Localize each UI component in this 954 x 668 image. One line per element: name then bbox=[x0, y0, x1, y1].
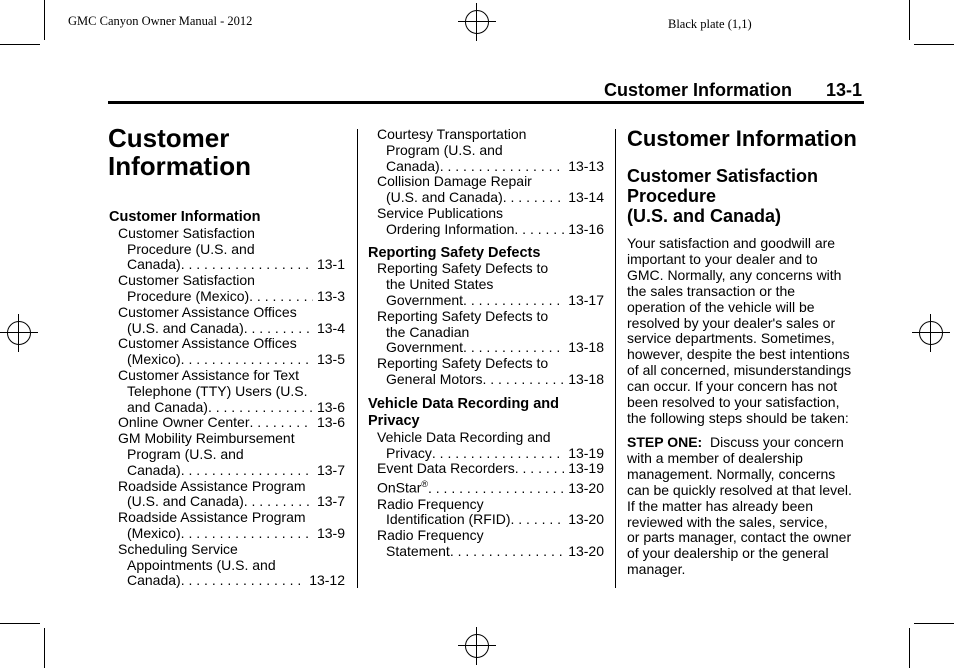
toc-entry-title: Canada) bbox=[127, 461, 181, 478]
crop-mark bbox=[0, 44, 40, 45]
toc-entry-title: Canada) bbox=[386, 157, 440, 174]
article-heading: Customer Information bbox=[627, 126, 857, 151]
paragraph-line: GMC. Normally, any concerns with bbox=[627, 266, 842, 283]
toc-entry-leader-row bbox=[109, 257, 345, 273]
toc-entry[interactable] bbox=[368, 261, 604, 308]
toc-leader-dots bbox=[463, 340, 564, 356]
toc-entry[interactable] bbox=[109, 479, 345, 511]
toc-page-number: 13-12 bbox=[309, 572, 345, 589]
registration-mark-icon bbox=[0, 314, 38, 352]
paragraph-line: can occur. If your concern has not bbox=[627, 378, 838, 395]
toc-page-number: 13-14 bbox=[568, 189, 604, 206]
toc-entry[interactable] bbox=[368, 309, 604, 356]
paragraph-line: of your dealership or the general bbox=[627, 545, 829, 562]
toc-entry[interactable] bbox=[368, 477, 604, 496]
registered-mark: ® bbox=[421, 479, 428, 490]
toc-entry-title: Ordering Information bbox=[386, 220, 515, 237]
toc-entry-leader-row bbox=[368, 372, 604, 388]
toc-entry-line: Customer Assistance Offices bbox=[118, 335, 297, 352]
toc-entry-leader-row bbox=[368, 293, 604, 309]
toc-entry-title: (U.S. and Canada) bbox=[127, 319, 244, 336]
paragraph-line: service departments. Sometimes, bbox=[627, 330, 835, 347]
step-text: Discuss your concern bbox=[709, 434, 844, 450]
paragraph-line: important to your dealer and to bbox=[627, 250, 818, 267]
toc-entry-line: GM Mobility Reimbursement bbox=[118, 430, 295, 447]
crop-mark bbox=[914, 44, 954, 45]
toc-leader-dots bbox=[181, 526, 313, 542]
toc-leader-dots bbox=[503, 190, 564, 206]
toc-entry-line: Roadside Assistance Program bbox=[118, 509, 306, 526]
crop-mark bbox=[44, 628, 45, 668]
toc-entry-leader-row bbox=[368, 190, 604, 206]
toc-page-number: 13-17 bbox=[568, 291, 604, 308]
toc-leader-dots bbox=[463, 293, 564, 309]
toc-entry-line: Customer Assistance for Text bbox=[118, 366, 300, 383]
toc-entry-title: Procedure (Mexico) bbox=[127, 287, 250, 304]
toc-entry[interactable] bbox=[368, 461, 604, 477]
toc-entry-leader-row bbox=[368, 512, 604, 528]
toc-entry-leader-row bbox=[368, 222, 604, 238]
toc-entry-leader-row bbox=[109, 352, 345, 368]
toc-page-number: 13-3 bbox=[316, 287, 345, 304]
toc-page-number: 13-13 bbox=[568, 157, 604, 174]
paragraph-line: or parts manager, contact the owner bbox=[627, 529, 852, 546]
subheading-line: Procedure bbox=[627, 186, 717, 206]
toc-leader-dots bbox=[250, 415, 313, 431]
toc-entry-title: Event Data Recorders bbox=[377, 460, 515, 477]
toc-entry-title: (U.S. and Canada) bbox=[127, 493, 244, 510]
toc-group-heading: Customer Information bbox=[109, 209, 261, 225]
toc-entry-title: Government bbox=[386, 339, 464, 356]
paragraph-line: If the matter has already been bbox=[627, 497, 813, 514]
toc-page-number: 13-6 bbox=[316, 414, 345, 431]
toc-page-number: 13-19 bbox=[568, 444, 604, 461]
paragraph-line: however, despite the best intentions bbox=[627, 346, 850, 363]
toc-entry[interactable] bbox=[109, 226, 345, 273]
toc-leader-dots bbox=[181, 257, 313, 273]
toc-leader-dots bbox=[432, 446, 564, 462]
step-line bbox=[627, 435, 867, 451]
toc-leader-dots bbox=[181, 573, 305, 589]
toc-entry-line: Scheduling Service bbox=[118, 540, 238, 557]
column-divider bbox=[357, 129, 358, 588]
toc-entry-line: Vehicle Data Recording and bbox=[377, 428, 551, 445]
toc-entry-leader-row bbox=[368, 461, 604, 477]
toc-entry-title: Canada) bbox=[127, 256, 181, 273]
toc-entry-line: Customer Assistance Offices bbox=[118, 303, 297, 320]
paragraph-line: the following steps should be taken: bbox=[627, 409, 849, 426]
toc-leader-dots bbox=[450, 544, 564, 560]
toc-leader-dots bbox=[244, 321, 313, 337]
toc-page-number: 13-18 bbox=[568, 339, 604, 356]
toc-entry-title: Statement bbox=[386, 542, 450, 559]
toc-entry-leader-row bbox=[109, 415, 345, 431]
crop-mark bbox=[909, 0, 910, 40]
toc-entry-leader-row bbox=[368, 340, 604, 356]
toc-page-number: 13-7 bbox=[316, 461, 345, 478]
toc-entry-leader-row bbox=[109, 526, 345, 542]
crop-mark bbox=[0, 623, 40, 624]
toc-entry-title: OnStar® bbox=[377, 479, 428, 496]
toc-entry-title: Privacy bbox=[386, 444, 432, 461]
paragraph-line: Your satisfaction and goodwill are bbox=[627, 235, 836, 251]
toc-page-number: 13-7 bbox=[316, 493, 345, 510]
toc-leader-dots bbox=[514, 222, 564, 238]
paragraph-line: resolved by your dealer's sales or bbox=[627, 314, 836, 331]
toc-entry-leader-row bbox=[109, 463, 345, 479]
crop-mark bbox=[909, 628, 910, 668]
toc-group-heading-line: Privacy bbox=[368, 412, 420, 429]
subheading-line: Customer Satisfaction bbox=[627, 166, 819, 186]
chapter-title-line: Customer bbox=[108, 123, 230, 153]
registration-mark-icon bbox=[458, 3, 496, 41]
toc-entry[interactable] bbox=[368, 127, 604, 174]
toc-column-2 bbox=[368, 127, 604, 560]
manual-title: GMC Canyon Owner Manual - 2012 bbox=[68, 14, 253, 28]
registration-mark-icon bbox=[458, 627, 496, 665]
toc-entry-line: Roadside Assistance Program bbox=[118, 477, 306, 494]
toc-entry-line: Procedure (U.S. and bbox=[127, 240, 255, 257]
page-number: 13-1 bbox=[826, 80, 863, 100]
header-rule bbox=[108, 101, 864, 104]
toc-entry-line: Customer Satisfaction bbox=[118, 272, 255, 289]
toc-entry[interactable] bbox=[368, 528, 604, 560]
toc-leader-dots bbox=[249, 289, 313, 305]
toc-entry[interactable] bbox=[109, 415, 345, 431]
paragraph-line: operation of the vehicle will be bbox=[627, 298, 815, 315]
toc-entry[interactable] bbox=[109, 305, 345, 337]
toc-entry-line: Courtesy Transportation bbox=[377, 126, 527, 142]
toc-entry-line: Radio Frequency bbox=[377, 527, 484, 544]
subheading-line: (U.S. and Canada) bbox=[627, 206, 782, 226]
toc-entry[interactable] bbox=[109, 431, 345, 478]
toc-page-number: 13-1 bbox=[316, 256, 345, 273]
article-paragraph bbox=[627, 435, 867, 578]
toc-page-number: 13-5 bbox=[316, 351, 345, 368]
toc-entry-leader-row bbox=[368, 159, 604, 175]
registration-mark-icon bbox=[912, 314, 950, 352]
toc-entry[interactable] bbox=[368, 206, 604, 238]
toc-entry-title: and Canada) bbox=[127, 398, 208, 415]
toc-leader-dots bbox=[510, 512, 564, 528]
paragraph-line: reviewed with the sales, service, bbox=[627, 513, 828, 530]
toc-entry-line: Reporting Safety Defects to bbox=[377, 355, 549, 372]
toc-entry-line: the United States bbox=[386, 276, 494, 293]
toc-entry-title: (U.S. and Canada) bbox=[386, 189, 503, 206]
toc-leader-dots bbox=[515, 461, 564, 477]
toc-entry-line: Collision Damage Repair bbox=[377, 173, 532, 190]
toc-page-number: 13-20 bbox=[568, 542, 604, 559]
toc-leader-dots bbox=[428, 481, 564, 497]
toc-entry-line: Reporting Safety Defects to bbox=[377, 307, 549, 324]
toc-column-1 bbox=[109, 210, 345, 589]
paragraph-line: of all concerned, misunderstandings bbox=[627, 362, 852, 379]
toc-entry-leader-row bbox=[109, 494, 345, 510]
running-header-section: Customer Information bbox=[604, 80, 793, 100]
toc-entry-title: Online Owner Center bbox=[118, 414, 250, 431]
toc-entry[interactable] bbox=[368, 430, 604, 462]
toc-entry-line: Telephone (TTY) Users (U.S. bbox=[127, 382, 308, 399]
toc-entry-line: Service Publications bbox=[377, 204, 504, 221]
toc-leader-dots bbox=[244, 494, 313, 510]
chapter-title bbox=[108, 124, 251, 180]
toc-leader-dots bbox=[181, 463, 313, 479]
toc-entry[interactable] bbox=[109, 368, 345, 415]
toc-entry-title: Canada) bbox=[127, 572, 181, 589]
toc-page-number: 13-16 bbox=[568, 220, 604, 237]
toc-page-number: 13-19 bbox=[568, 460, 604, 477]
toc-page-number: 13-18 bbox=[568, 370, 604, 387]
toc-page-number: 13-4 bbox=[316, 319, 345, 336]
toc-group-heading bbox=[368, 396, 604, 430]
column-divider bbox=[615, 129, 616, 588]
toc-entry-leader-row bbox=[109, 573, 345, 589]
toc-leader-dots bbox=[482, 372, 564, 388]
toc-entry-leader-row bbox=[109, 400, 345, 416]
toc-entry-line: Reporting Safety Defects to bbox=[377, 260, 549, 277]
toc-entry-line: Customer Satisfaction bbox=[118, 224, 255, 241]
crop-mark bbox=[44, 0, 45, 40]
toc-entry[interactable] bbox=[109, 336, 345, 368]
paragraph-line: the sales transaction or the bbox=[627, 282, 796, 299]
paragraph-line: manager. bbox=[627, 561, 686, 578]
toc-page-number: 13-9 bbox=[316, 524, 345, 541]
toc-entry-line: Radio Frequency bbox=[377, 495, 484, 512]
toc-leader-dots bbox=[208, 400, 313, 416]
toc-entry-title: Government bbox=[386, 291, 464, 308]
toc-entry-line: the Canadian bbox=[386, 323, 470, 340]
toc-entry-line: Appointments (U.S. and bbox=[127, 556, 276, 573]
toc-entry-title: (Mexico) bbox=[127, 351, 181, 368]
toc-entry-leader-row bbox=[368, 446, 604, 462]
toc-entry[interactable] bbox=[109, 542, 345, 589]
toc-page-number: 13-6 bbox=[316, 398, 345, 415]
paragraph-line: been resolved to your satisfaction, bbox=[627, 394, 840, 411]
toc-page-number: 13-20 bbox=[568, 511, 604, 528]
toc-group-heading: Reporting Safety Defects bbox=[368, 244, 541, 261]
toc-group-heading-line: Vehicle Data Recording and bbox=[368, 395, 559, 412]
paragraph-line: can be quickly resolved at that level. bbox=[627, 481, 852, 498]
toc-entry-title: (Mexico) bbox=[127, 524, 181, 541]
toc-entry-line: Program (U.S. and bbox=[386, 141, 503, 158]
toc-entry-title: General Motors bbox=[386, 370, 483, 387]
paragraph-line: management. Normally, concerns bbox=[627, 465, 836, 482]
toc-entry[interactable] bbox=[368, 497, 604, 529]
chapter-title-line: Information bbox=[108, 151, 251, 181]
toc-entry[interactable] bbox=[368, 174, 604, 206]
toc-entry-line: Program (U.S. and bbox=[127, 445, 244, 462]
toc-entry-leader-row bbox=[368, 477, 604, 496]
toc-page-number: 13-20 bbox=[568, 479, 604, 496]
toc-entry-leader-row bbox=[368, 544, 604, 560]
step-label: STEP ONE: bbox=[627, 434, 703, 450]
toc-entry[interactable] bbox=[109, 510, 345, 542]
article-subheading bbox=[627, 166, 818, 226]
toc-entry[interactable] bbox=[368, 356, 604, 388]
toc-entry-title: Identification (RFID) bbox=[386, 511, 511, 528]
paragraph-line: with a member of dealership bbox=[627, 449, 803, 466]
crop-mark bbox=[914, 623, 954, 624]
plate-label: Black plate (1,1) bbox=[668, 17, 752, 31]
toc-entry-leader-row bbox=[109, 321, 345, 337]
article-paragraph bbox=[627, 236, 867, 427]
toc-entry-leader-row bbox=[109, 289, 345, 305]
toc-leader-dots bbox=[440, 159, 564, 175]
toc-entry[interactable] bbox=[109, 273, 345, 305]
toc-leader-dots bbox=[181, 352, 313, 368]
